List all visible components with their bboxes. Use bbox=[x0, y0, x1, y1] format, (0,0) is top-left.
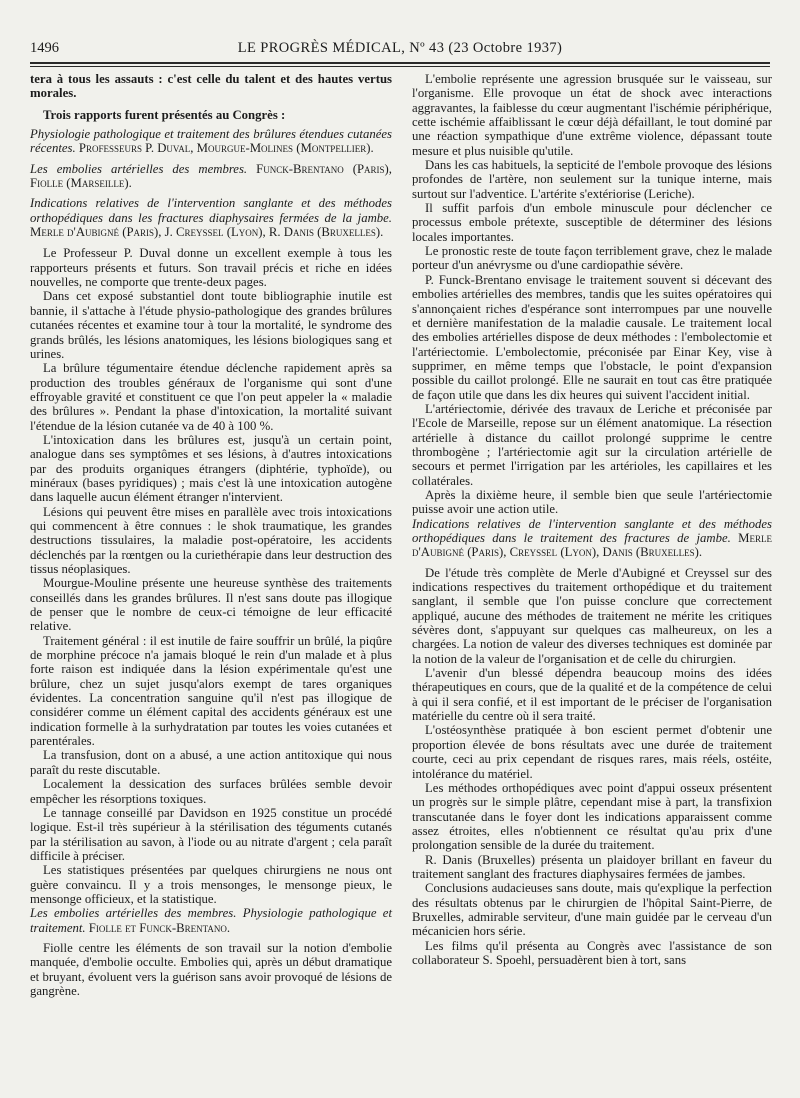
report-authors: Merle d'Aubigné (Paris), J. Creyssel (Lyon), R. Danis (Bruxelles). bbox=[30, 225, 384, 240]
body-paragraph: Lésions qui peuvent être mises en parallèle avec trois intoxications qui commencent à être connues : le shok traumatique, les grandes destructions tissulaires, la maladie post-opératoire, les accidents déclenchés par la rœntgen ou la curiethérapie dans leur destruction des tissus néoplasiques. bbox=[30, 504, 392, 576]
body-paragraph: Les films qu'il présenta au Congrès avec l'assistance de son collaborateur S. Spoehl, persuadèrent bien à tort, sans bbox=[412, 938, 772, 967]
body-paragraph: Après la dixième heure, il semble bien que seule l'artériectomie puisse avoir une action utile. bbox=[412, 487, 772, 517]
body-paragraph: L'embolie représente une agression brusquée sur le vaisseau, sur l'organisme. Elle provoque un état de shock avec interactions aggravantes, la faiblesse du cœur augmentant l'ischémie périphérique, cette ischémie affaiblissant le cœur déjà défaillant, le tout dominé par une réaction sympathique d'une extrême violence, dépassant toute mesure et plus nuisible qu'utile. bbox=[412, 72, 772, 158]
left-column bbox=[30, 72, 392, 998]
running-header bbox=[30, 40, 770, 60]
body-paragraph: L'avenir d'un blessé dépendra beaucoup moins des idées thérapeutiques en cours, que de la qualité et de la compétence de celui à qui il sera confié, et il est important de le préciser de l'organisation matérielle du centre où il sera traité. bbox=[412, 666, 772, 724]
body-paragraph: La brûlure tégumentaire étendue déclenche rapidement après sa production des troubles généraux de l'organisme qui sont d'une effroyable gravité et constituent ce que l'on peut appeler la « maladie des brûlures ». Pendant la phase d'intoxication, la mortalité suivant l'étendue de la lésion cutanée va de 40 à 100 %. bbox=[30, 361, 392, 433]
body-paragraph: Localement la dessication des surfaces brûlées semble devoir empêcher les résorptions toxiques. bbox=[30, 777, 392, 806]
body-paragraph: P. Funck-Brentano envisage le traitement souvent si décevant des embolies artérielles des membres, tandis que les suites opératoires qui s'annonçaient riches d'espérance sont interrompues par une nouvelle et dernière manifestation de la maladie causale. Le traitement local des embolies artérielles dispose de deux méthodes : l'embolectomie et l'artériectomie. L'embolectomie, préconisée par Einar Key, vise à supprimer, en même temps que l'obstacle, le point d'expansion possible du caillot prolongé. Elle ne saurait en tout cas être pratiquée de façon utile que dans les dix heures qui suivent l'accident initial. bbox=[412, 272, 772, 402]
body-paragraph: L'ostéosynthèse pratiquée à bon escient permet d'obtenir une proportion élevée de bons résultats avec une durée de traitement courte, ceci au prix cependant de risques rares, mais réels, ostéite, intolérance du matériel. bbox=[412, 723, 772, 781]
body-paragraph: Le pronostic reste de toute façon terriblement grave, chez le malade porteur d'un anévrysme ou d'une cardiopathie sévère. bbox=[412, 244, 772, 273]
section-title: Les embolies artérielles des membres. Physiologie pathologique et traitement. bbox=[30, 906, 392, 935]
body-paragraph: Dans les cas habituels, la septicité de l'embole provoque des lésions profondes de l'artère, non seulement sur la tunique interne, mais surtout sur l'adventice. L'artérite s'extériorise (Leriche). bbox=[412, 158, 772, 201]
intro-paragraph: tera à tous les assauts : c'est celle du talent et des hautes vertus morales. bbox=[30, 72, 392, 101]
body-paragraph: De l'étude très complète de Merle d'Aubigné et Creyssel sur des indications respectives du traitement orthopédique et du traitement sanglant, il semble que l'on puisse conclure que correctement appliqué, aucune des méthodes de traitement ne mérite les critiques sévères dont, s'appuyant sur quelques cas malheureux, on les a chargées. La notion de valeur des diverses techniques est dominée par la notion de la valeur de l'organisation et de celle du chirurgien. bbox=[412, 565, 772, 666]
report-title: Physiologie pathologique et traitement des brûlures étendues cutanées récentes. bbox=[30, 127, 392, 156]
right-column bbox=[412, 72, 772, 967]
body-paragraph: Conclusions audacieuses sans doute, mais qu'explique la perfection des résultats obtenus par le chirurgien de l'hôpital Saint-Pierre, de Bruxelles, admirable serviteur, d'une main guidée par le cerveau d'un mécanicien hors série. bbox=[412, 881, 772, 939]
body-paragraph: Il suffit parfois d'un embole minuscule pour déclencher ce processus embole prétexte, susceptible de déterminer des lésions locales importantes. bbox=[412, 201, 772, 244]
page-number: 1496 bbox=[30, 40, 59, 56]
section-authors: Merle d'Aubigné (Paris), Creyssel (Lyon), Danis (Bruxelles). bbox=[412, 531, 773, 560]
body-paragraph: Les méthodes orthopédiques avec point d'appui osseux présentent un progrès sur le simple plâtre, cependant mise à part, la transfixion transcutanée dans le foyer dont les indications apparaissent comme assez étroites, elles n'obtiennent ce résultat qu'au prix d'une prolongation sensible de la durée du traitement. bbox=[412, 780, 772, 853]
report-entry bbox=[30, 127, 392, 156]
section-heading-fractures bbox=[412, 517, 772, 560]
body-paragraph: L'artériectomie, dérivée des travaux de Leriche et préconisée par l'Ecole de Marseille, repose sur un élément anatomique. La résection artérielle à distance du caillot prolongé supprime le centre thrombogène ; l'artériectomie agit sur la circulation artérielle de secours et permet l'irrigation par les artérioles, les capillaires et les collatérales. bbox=[412, 401, 772, 488]
report-title: Les embolies artérielles des membres. bbox=[30, 161, 248, 176]
body-paragraph: Le tannage conseillé par Davidson en 1925 constitue un procédé logique. Est-il très supérieur à la stérilisation des téguments cutanés par la stérilisation au savon, à l'iode ou au nitrate d'argent ; cela paraît difficile à préciser. bbox=[30, 805, 392, 863]
report-entry bbox=[30, 162, 392, 191]
body-paragraph: Le Professeur P. Duval donne un excellent exemple à tous les rapporteurs présents et futurs. Son travail précis et riche en idées nouvelles, ne comporte que trente-deux pages. bbox=[30, 246, 392, 290]
report-authors: Professeurs P. Duval, Mourgue-Molines (Montpellier). bbox=[78, 141, 374, 156]
body-paragraph: La transfusion, dont on a abusé, a une action antitoxique qui nous paraît du reste discutable. bbox=[30, 748, 392, 777]
section-authors: Fiolle et Funck-Brentano. bbox=[88, 920, 231, 935]
report-title: Indications relatives de l'intervention sanglante et des méthodes orthopédiques dans les fractures diaphysaires fermées de la jambe. bbox=[30, 196, 392, 225]
header-rule-thick bbox=[30, 62, 770, 64]
body-paragraph: Mourgue-Mouline présente une heureuse synthèse des traitements conseillés dans les grandes brûlures. Il n'est sans doute pas illogique de penser que le nombre de ceux-ci témoigne de leur efficacité relative. bbox=[30, 576, 392, 634]
body-paragraph: Fiolle centre les éléments de son travail sur la notion d'embolie manquée, d'embolie occulte. Embolies qui, après un début dramatique et bruyant, évoluent vers la guérison sans avoir provoqué de lésions de gangrène. bbox=[30, 940, 392, 998]
section-heading-embolies bbox=[30, 906, 392, 935]
body-paragraph: Les statistiques présentées par quelques chirurgiens ne nous ont guère convaincu. Il y a trois mensonges, le mensonge pieux, le mensonge officieux, et la statistique. bbox=[30, 863, 392, 906]
reports-list bbox=[30, 127, 392, 239]
body-paragraph: R. Danis (Bruxelles) présenta un plaidoyer brillant en faveur du traitement sanglant des fractures diaphysaires fermées de jambes. bbox=[412, 852, 772, 881]
body-paragraph: Traitement général : il est inutile de faire souffrir un brûlé, la piqûre de morphine précoce n'a jamais bloqué le rein d'un malade et à plus forte raison est indiquée dans la lésion expérimentale qu'est une brûlure, chez un sujet jusqu'alors exempt de tares organiques évidentes. La concentration sanguine qu'il n'est pas illogique de considérer comme un élément capital des accidents généraux est une indication formelle à la surhydratation par toutes les voies cutanées et parentérales. bbox=[30, 633, 392, 749]
section-title: Indications relatives de l'intervention sanglante et des méthodes orthopédiques dans le traitement des fractures de jambe. bbox=[412, 516, 772, 545]
body-paragraph: Dans cet exposé substantiel dont toute bibliographie inutile est bannie, il s'attache à l'étude physio-pathologique des grandes brûlures cutanées récentes et examine tour à tour la mortalité, le syndrome des grands brûlés, les lésions anatomiques, les lésions biologiques sang et urines. bbox=[30, 289, 392, 361]
reports-heading: Trois rapports furent présentés au Congrès : bbox=[43, 107, 286, 122]
header-rule-thin bbox=[30, 66, 770, 67]
report-authors: Funck-Brentano (Paris), Fiolle (Marseille). bbox=[30, 161, 392, 191]
body-paragraph: L'intoxication dans les brûlures est, jusqu'à un certain point, analogue dans ses symptômes et ses lésions, à d'autres intoxications par des produits organiques étrangers (diphtérie, typhoïde), ou minéraux (bases pyridiques) ; mais c'est là une intoxication autogène dans laquelle aucun élément étranger n'intervient. bbox=[30, 432, 392, 505]
report-entry bbox=[30, 196, 392, 239]
running-title: LE PROGRÈS MÉDICAL, Nº 43 (23 Octobre 1937) bbox=[237, 40, 563, 56]
